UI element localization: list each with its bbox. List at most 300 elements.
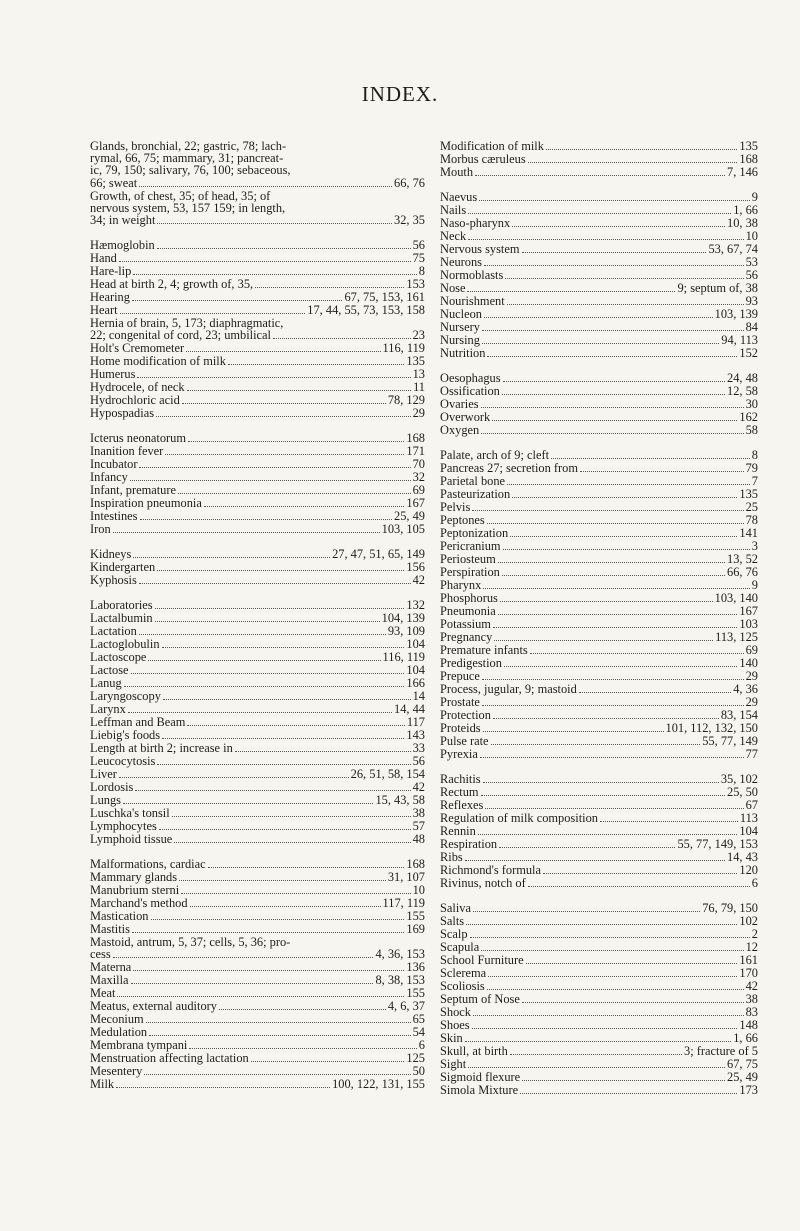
page-reference: 9; septum of, 38 bbox=[677, 281, 758, 295]
entry-text: Hæmoglobin bbox=[90, 238, 155, 253]
page-reference: 38 bbox=[412, 806, 425, 821]
dot-leader bbox=[148, 660, 380, 661]
dot-leader bbox=[155, 608, 405, 609]
dot-leader bbox=[528, 162, 738, 163]
entry-text: Leucocytosis bbox=[90, 754, 156, 769]
dot-leader bbox=[113, 532, 380, 533]
page-reference: 38 bbox=[745, 992, 758, 1006]
entry-text: Home modification of milk bbox=[90, 354, 226, 369]
entry-line bbox=[440, 166, 758, 179]
page-reference: 25, 50 bbox=[727, 785, 758, 799]
page-reference: 13 bbox=[412, 367, 425, 382]
page-reference: 15, 43, 58 bbox=[375, 793, 425, 808]
page-reference: 140 bbox=[739, 656, 758, 670]
page-reference: 3 bbox=[751, 539, 758, 553]
dot-leader bbox=[139, 467, 410, 468]
entry-text: Incubator bbox=[90, 457, 138, 472]
dot-leader bbox=[133, 557, 330, 558]
entry-text: Pancreas 27; secretion from bbox=[440, 461, 578, 475]
dot-leader bbox=[179, 880, 386, 881]
entry-line bbox=[440, 191, 758, 204]
dot-leader bbox=[528, 886, 750, 887]
dot-leader bbox=[520, 1093, 737, 1094]
page-reference: 2 bbox=[751, 927, 758, 941]
dot-leader bbox=[483, 588, 749, 589]
entry-line bbox=[90, 651, 425, 664]
page-reference: 113 bbox=[739, 811, 758, 825]
dot-leader bbox=[130, 480, 411, 481]
entry-line bbox=[440, 308, 758, 321]
entry-line bbox=[440, 1084, 758, 1097]
entry-text: Nursing bbox=[440, 333, 480, 347]
entry-text: Infancy bbox=[90, 470, 128, 485]
entry-text: Mastitis bbox=[90, 922, 130, 937]
entry-text: Perspiration bbox=[440, 565, 500, 579]
entry-line bbox=[90, 910, 425, 923]
dot-leader bbox=[526, 963, 738, 964]
entry-text: Holt's Cremometer bbox=[90, 341, 185, 356]
entry-text: Pneumonia bbox=[440, 604, 496, 618]
entry-text: Shock bbox=[440, 1005, 471, 1019]
page-reference: 135 bbox=[739, 487, 758, 501]
entry-text: Skull, at birth bbox=[440, 1044, 508, 1058]
dot-leader bbox=[481, 433, 743, 434]
entry-text: Shoes bbox=[440, 1018, 470, 1032]
entry-line bbox=[90, 214, 425, 227]
entry-text: Process, jugular, 9; mastoid bbox=[440, 682, 577, 696]
page-reference: 100, 122, 131, 155 bbox=[332, 1077, 425, 1092]
right-index-column bbox=[440, 140, 758, 1097]
dot-leader bbox=[162, 647, 405, 648]
index-entry bbox=[440, 915, 758, 928]
dot-leader bbox=[478, 834, 738, 835]
entry-line bbox=[90, 164, 425, 176]
dot-leader bbox=[481, 950, 743, 951]
entry-text: Regulation of milk composition bbox=[440, 811, 598, 825]
entry-text: Nucleon bbox=[440, 307, 482, 321]
entry-text: Larynx bbox=[90, 702, 126, 717]
page-reference: 14, 43 bbox=[727, 850, 758, 864]
entry-text: 22; congenital of cord, 23; umbilical bbox=[90, 328, 271, 343]
dot-leader bbox=[502, 394, 725, 395]
entry-text: Septum of Nose bbox=[440, 992, 520, 1006]
entry-line bbox=[90, 445, 425, 458]
left-index-column bbox=[90, 140, 425, 1091]
entry-text: Rachitis bbox=[440, 772, 481, 786]
entry-text: Lymphoid tissue bbox=[90, 832, 173, 847]
page-reference: 9 bbox=[751, 190, 758, 204]
index-entry bbox=[90, 407, 425, 420]
entry-line bbox=[440, 902, 758, 915]
entry-text: Laryngoscopy bbox=[90, 689, 161, 704]
dot-leader bbox=[157, 570, 404, 571]
index-entry bbox=[90, 355, 425, 368]
dot-leader bbox=[251, 1061, 405, 1062]
entry-text: Morbus cæruleus bbox=[440, 152, 526, 166]
entry-text: Premature infants bbox=[440, 643, 528, 657]
entry-text: rymal, 66, 75; mammary, 31; pancreat- bbox=[90, 151, 284, 166]
entry-line bbox=[90, 355, 425, 368]
entry-line bbox=[440, 812, 758, 825]
dot-leader bbox=[484, 265, 744, 266]
index-entry bbox=[90, 768, 425, 781]
index-entry bbox=[90, 1078, 425, 1091]
dot-leader bbox=[600, 821, 738, 822]
dot-leader bbox=[498, 562, 725, 563]
entry-line bbox=[440, 773, 758, 786]
page-reference: 169 bbox=[406, 922, 425, 937]
dot-leader bbox=[468, 239, 743, 240]
page-reference: 93, 109 bbox=[387, 624, 425, 639]
entry-text: Overwork bbox=[440, 410, 491, 424]
page-reference: 50 bbox=[412, 1064, 425, 1079]
page-reference: 48 bbox=[412, 832, 425, 847]
dot-leader bbox=[507, 304, 744, 305]
dot-leader bbox=[149, 1035, 410, 1036]
entry-text: Mouth bbox=[440, 165, 474, 179]
index-entry bbox=[440, 812, 758, 825]
entry-text: Pasteurization bbox=[440, 487, 511, 501]
page-reference: 67, 75, 153, 161 bbox=[344, 290, 425, 305]
dot-leader bbox=[131, 983, 374, 984]
entry-text: Lactoglobulin bbox=[90, 637, 160, 652]
entry-text: Head at birth 2, 4; growth of, 35, bbox=[90, 277, 254, 292]
page-reference: 29 bbox=[412, 406, 425, 421]
index-entry bbox=[90, 523, 425, 536]
dot-leader bbox=[159, 829, 411, 830]
entry-text: Lactation bbox=[90, 624, 137, 639]
entry-text: Materna bbox=[90, 960, 132, 975]
entry-text: Liebig's foods bbox=[90, 728, 161, 743]
entry-text: School Furniture bbox=[440, 953, 524, 967]
entry-text: Kindergarten bbox=[90, 560, 156, 575]
entry-text: Oesophagus bbox=[440, 371, 501, 385]
entry-text: Palate, arch of 9; cleft bbox=[440, 448, 550, 462]
index-entry bbox=[440, 683, 758, 696]
dot-leader bbox=[235, 751, 411, 752]
dot-leader bbox=[493, 627, 737, 628]
page-reference: 53 bbox=[745, 255, 758, 269]
page-reference: 104 bbox=[406, 637, 425, 652]
entry-line bbox=[440, 424, 758, 437]
dot-leader bbox=[505, 278, 743, 279]
page-reference: 14 bbox=[412, 689, 425, 704]
entry-line bbox=[440, 967, 758, 980]
dot-leader bbox=[144, 1074, 410, 1075]
page-reference: 103, 140 bbox=[714, 591, 758, 605]
page-reference: 78, 129 bbox=[387, 393, 425, 408]
page-reference: 155 bbox=[406, 986, 425, 1001]
page-reference: 135 bbox=[406, 354, 425, 369]
dot-leader bbox=[187, 725, 404, 726]
entry-line bbox=[90, 612, 425, 625]
entry-text: Leffman and Beam bbox=[90, 715, 186, 730]
entry-text: Length at birth 2; increase in bbox=[90, 741, 233, 756]
dot-leader bbox=[512, 226, 725, 227]
index-entry bbox=[440, 954, 758, 967]
entry-line bbox=[440, 993, 758, 1006]
dot-leader bbox=[190, 906, 381, 907]
dot-leader bbox=[481, 795, 725, 796]
entry-line bbox=[440, 153, 758, 166]
dot-leader bbox=[503, 381, 725, 382]
entry-text: Hydrochloric acid bbox=[90, 393, 180, 408]
index-entry bbox=[90, 445, 425, 458]
dot-leader bbox=[580, 471, 744, 472]
page-reference: 70 bbox=[412, 457, 425, 472]
entry-text: Membrana tympani bbox=[90, 1038, 188, 1053]
page-reference: 8 bbox=[418, 264, 425, 279]
page-reference: 7, 146 bbox=[727, 165, 758, 179]
entry-text: Nourishment bbox=[440, 294, 505, 308]
entry-line bbox=[440, 243, 758, 256]
entry-text: Pulse rate bbox=[440, 734, 489, 748]
dot-leader bbox=[502, 575, 725, 576]
dot-leader bbox=[484, 317, 713, 318]
index-entry bbox=[90, 664, 425, 677]
page-reference: 35, 102 bbox=[720, 772, 758, 786]
entry-line bbox=[440, 347, 758, 360]
dot-leader bbox=[172, 816, 411, 817]
page-reference: 54 bbox=[412, 1025, 425, 1040]
entry-text: Nose bbox=[440, 281, 466, 295]
index-entry bbox=[440, 838, 758, 851]
entry-text: Nursery bbox=[440, 320, 480, 334]
page-reference: 76, 79, 150 bbox=[702, 901, 758, 915]
index-entry bbox=[90, 561, 425, 574]
page-reference: 32, 35 bbox=[394, 213, 425, 228]
entry-text: ic, 79, 150; salivary, 76, 100; sebaceous, bbox=[90, 163, 291, 178]
entry-text: Pericranium bbox=[440, 539, 501, 553]
page-reference: 12, 58 bbox=[727, 384, 758, 398]
page-reference: 77 bbox=[745, 747, 758, 761]
entry-text: Predigestion bbox=[440, 656, 502, 670]
index-entry bbox=[90, 140, 425, 190]
page-reference: 155 bbox=[406, 909, 425, 924]
page-reference: 26, 51, 58, 154 bbox=[350, 767, 425, 782]
page-reference: 9 bbox=[751, 578, 758, 592]
page-reference: 17, 44, 55, 73, 153, 158 bbox=[307, 303, 425, 318]
page-reference: 67, 75 bbox=[727, 1057, 758, 1071]
index-entry bbox=[440, 1084, 758, 1097]
index-entry bbox=[440, 1045, 758, 1058]
page-reference: 103, 139 bbox=[714, 307, 758, 321]
entry-text: Inanition fever bbox=[90, 444, 164, 459]
page-reference: 4, 36, 153 bbox=[375, 947, 425, 962]
entry-line bbox=[440, 838, 758, 851]
dot-leader bbox=[482, 330, 744, 331]
page-reference: 156 bbox=[406, 560, 425, 575]
page-reference: 173 bbox=[739, 1083, 758, 1097]
entry-text: Menstruation affecting lactation bbox=[90, 1051, 249, 1066]
entry-text: Hernia of brain, 5, 173; diaphragmatic, bbox=[90, 316, 284, 331]
entry-text: Manubrium sterni bbox=[90, 883, 180, 898]
dot-leader bbox=[131, 673, 405, 674]
index-entry bbox=[440, 773, 758, 786]
page-reference: 57 bbox=[412, 819, 425, 834]
index-entry bbox=[440, 786, 758, 799]
page-reference: 167 bbox=[739, 604, 758, 618]
page-reference: 117, 119 bbox=[382, 896, 425, 911]
page-reference: 10 bbox=[412, 883, 425, 898]
page-reference: 113, 125 bbox=[715, 630, 758, 644]
dot-leader bbox=[151, 919, 405, 920]
dot-leader bbox=[146, 1022, 411, 1023]
page-reference: 83 bbox=[745, 1005, 758, 1019]
entry-line bbox=[440, 385, 758, 398]
dot-leader bbox=[133, 970, 404, 971]
entry-text: Peptonization bbox=[440, 526, 509, 540]
page-reference: 11 bbox=[413, 380, 425, 395]
page-reference: 25 bbox=[745, 500, 758, 514]
entry-text: Reflexes bbox=[440, 798, 484, 812]
entry-text: Parietal bone bbox=[440, 474, 506, 488]
dot-leader bbox=[132, 300, 343, 301]
entry-text: Scapula bbox=[440, 940, 480, 954]
entry-text: Prepuce bbox=[440, 669, 480, 683]
entry-text: Nervous system bbox=[440, 242, 520, 256]
page-reference: 132 bbox=[406, 598, 425, 613]
index-entry bbox=[90, 458, 425, 471]
entry-line bbox=[90, 574, 425, 587]
entry-text: Luschka's tonsil bbox=[90, 806, 170, 821]
dot-leader bbox=[487, 989, 744, 990]
dot-leader bbox=[522, 1002, 744, 1003]
index-entry bbox=[90, 936, 425, 961]
entry-text: Potassium bbox=[440, 617, 491, 631]
entry-line bbox=[90, 664, 425, 677]
dot-leader bbox=[273, 338, 411, 339]
dot-leader bbox=[117, 996, 404, 997]
entry-line bbox=[440, 501, 758, 514]
index-entry bbox=[440, 424, 758, 437]
index-entry bbox=[440, 334, 758, 347]
dot-leader bbox=[139, 186, 392, 187]
entry-text: Milk bbox=[90, 1077, 115, 1092]
dot-leader bbox=[492, 420, 737, 421]
index-entry bbox=[90, 317, 425, 342]
entry-line bbox=[90, 768, 425, 781]
index-entry bbox=[440, 166, 758, 179]
index-entry bbox=[440, 501, 758, 514]
index-entry bbox=[440, 1006, 758, 1019]
dot-leader bbox=[156, 416, 411, 417]
dot-leader bbox=[472, 1028, 738, 1029]
dot-leader bbox=[551, 458, 750, 459]
dot-leader bbox=[468, 213, 731, 214]
entry-text: Normoblasts bbox=[440, 268, 504, 282]
dot-leader bbox=[499, 847, 675, 848]
page-reference: 116, 119 bbox=[382, 650, 425, 665]
page-reference: 104, 139 bbox=[381, 611, 425, 626]
page-reference: 58 bbox=[745, 423, 758, 437]
entry-line bbox=[90, 523, 425, 536]
entry-line bbox=[90, 252, 425, 265]
dot-leader bbox=[139, 583, 411, 584]
page-reference: 161 bbox=[739, 953, 758, 967]
entry-text: Pregnancy bbox=[440, 630, 493, 644]
page-reference: 148 bbox=[739, 1018, 758, 1032]
page-reference: 167 bbox=[406, 496, 425, 511]
page-reference: 136 bbox=[406, 960, 425, 975]
dot-leader bbox=[157, 223, 392, 224]
dot-leader bbox=[507, 484, 750, 485]
dot-leader bbox=[482, 705, 744, 706]
page-reference: 84 bbox=[745, 320, 758, 334]
dot-leader bbox=[487, 356, 737, 357]
dot-leader bbox=[178, 493, 411, 494]
entry-line bbox=[440, 334, 758, 347]
page-reference: 53, 67, 74 bbox=[708, 242, 758, 256]
entry-line bbox=[440, 488, 758, 501]
page-reference: 29 bbox=[745, 669, 758, 683]
dot-leader bbox=[512, 497, 737, 498]
entry-line bbox=[440, 1019, 758, 1032]
page-reference: 3; fracture of 5 bbox=[684, 1044, 758, 1058]
dot-leader bbox=[174, 842, 410, 843]
entry-text: Meatus, external auditory bbox=[90, 999, 217, 1014]
page-reference: 104 bbox=[739, 824, 758, 838]
entry-text: Laboratories bbox=[90, 598, 153, 613]
entry-line bbox=[440, 683, 758, 696]
dot-leader bbox=[228, 364, 404, 365]
dot-leader bbox=[189, 1048, 416, 1049]
dot-leader bbox=[133, 274, 417, 275]
entry-text: Mammary glands bbox=[90, 870, 178, 885]
page-reference: 23 bbox=[412, 328, 425, 343]
dot-leader bbox=[219, 1009, 386, 1010]
entry-text: Inspiration pneumonia bbox=[90, 496, 202, 511]
dot-leader bbox=[119, 777, 349, 778]
entry-text: Kyphosis bbox=[90, 573, 137, 588]
entry-text: Naso-pharynx bbox=[440, 216, 511, 230]
index-entry bbox=[440, 566, 758, 579]
entry-text: Iron bbox=[90, 522, 111, 537]
entry-text: Liver bbox=[90, 767, 117, 782]
entry-text: Oxygen bbox=[440, 423, 480, 437]
page-reference: 93 bbox=[745, 294, 758, 308]
entry-line bbox=[440, 786, 758, 799]
page-reference: 4, 36 bbox=[733, 682, 758, 696]
entry-text: Lungs bbox=[90, 793, 121, 808]
page-reference: 29 bbox=[745, 695, 758, 709]
entry-text: Ribs bbox=[440, 850, 463, 864]
page-reference: 10, 38 bbox=[727, 216, 758, 230]
dot-leader bbox=[498, 614, 738, 615]
dot-leader bbox=[135, 790, 410, 791]
index-entry bbox=[440, 928, 758, 941]
dot-leader bbox=[522, 1080, 725, 1081]
page-reference: 30 bbox=[745, 397, 758, 411]
page-reference: 69 bbox=[412, 483, 425, 498]
dot-leader bbox=[187, 390, 411, 391]
dot-leader bbox=[132, 932, 404, 933]
entry-text: Nails bbox=[440, 203, 467, 217]
page-reference: 42 bbox=[412, 780, 425, 795]
dot-leader bbox=[483, 782, 719, 783]
index-entry bbox=[440, 748, 758, 761]
index-entry bbox=[440, 1019, 758, 1032]
index-entry bbox=[440, 877, 758, 890]
index-entry bbox=[440, 411, 758, 424]
page-reference: 13, 52 bbox=[727, 552, 758, 566]
dot-leader bbox=[163, 699, 411, 700]
entry-text: Richmond's formula bbox=[440, 863, 542, 877]
entry-text: Pharynx bbox=[440, 578, 482, 592]
dot-leader bbox=[491, 744, 701, 745]
page-reference: 31, 107 bbox=[387, 870, 425, 885]
page-reference: 152 bbox=[739, 346, 758, 360]
